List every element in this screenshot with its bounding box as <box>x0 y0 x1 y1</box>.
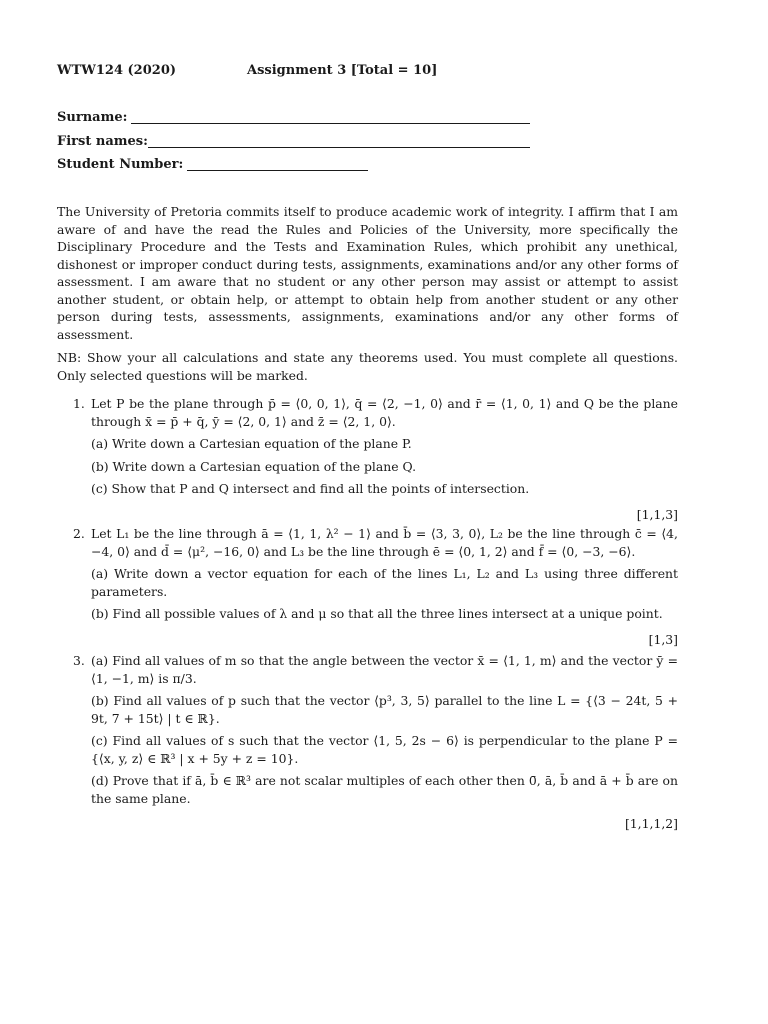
question-marks: [1,1,1,2] <box>624 816 678 831</box>
surname-label: Surname: <box>57 110 128 125</box>
student-number-blank-line <box>187 170 368 171</box>
question-part: (b) Find all possible values of λ and μ so that all the three lines intersect at a unique point. <box>91 606 663 621</box>
question-part: (d) Prove that if ā, b̄ ∈ ℝ³ are not scalar multiples of each other then 0̄, ā, b̄ and ā + b̄ are on the same plane. <box>91 773 678 806</box>
surname-field <box>57 109 127 127</box>
question-part: (c) Find all values of s such that the vector ⟨1, 5, 2s − 6⟩ is perpendicular to the plane P = {⟨x, y, z⟩ ∈ ℝ³ | x + 5y + z = 10}. <box>91 733 678 766</box>
question-part: (c) Show that P and Q intersect and find all the points of intersection. <box>91 481 530 496</box>
integrity-statement: The University of Pretoria commits itself to produce academic work of integrity. I affirm that I am aware of and have the read the Rules and Policies of the University, more specifically the Disciplinary Procedure and the Tests and Examination Rules, which prohibit any unethical, dishonest or improper conduct during tests, assignments, examinations and/or any other forms of assessment. I am aware that no student or any other person may assist or attempt to assist another student, or obtain help, or attempt to obtain help from another student or any other person during tests, assessments, assignments, examinations and/or any other forms of assessment. <box>57 204 678 342</box>
surname-blank-line <box>131 123 530 124</box>
question-marks: [1,1,3] <box>636 506 678 522</box>
question-3 <box>57 652 678 833</box>
course-code: WTW124 (2020) <box>57 63 177 78</box>
question-2 <box>57 525 678 648</box>
question-marks: [1,3] <box>648 631 678 647</box>
first-names-label: First names: <box>57 134 148 149</box>
question-stem: Let P be the plane through p̄ = ⟨0, 0, 1⟩, q̄ = ⟨2, −1, 0⟩ and r̄ = ⟨1, 0, 1⟩ and Q be the plane through x̄ = p̄ + q̄, ȳ = ⟨2, 0, 1⟩ and z̄ = ⟨2, 1, 0⟩. <box>91 396 678 429</box>
nb-instructions: NB: Show your all calculations and state any theorems used. You must complete all questions. Only selected questions will be marked. <box>57 350 678 383</box>
question-number: 1. <box>73 396 85 411</box>
question-part: (b) Find all values of p such that the vector ⟨p³, 3, 5⟩ parallel to the line L = {⟨3 − 24t, 5 + 9t, 7 + 15t⟩ | t ∈ ℝ}. <box>91 693 678 726</box>
question-part: (a) Write down a Cartesian equation of the plane P. <box>91 436 412 451</box>
question-number: 2. <box>73 526 85 541</box>
assignment-title: Assignment 3 [Total = 10] <box>247 63 438 78</box>
question-part: (a) Write down a vector equation for each of the lines L₁, L₂ and L₃ using three different parameters. <box>91 566 678 599</box>
question-part: (a) Find all values of m so that the angle between the vector x̄ = ⟨1, 1, m⟩ and the vector ȳ = ⟨1, −1, m⟩ is π/3. <box>91 653 678 686</box>
student-number-field <box>57 156 183 174</box>
first-names-blank-line <box>148 147 530 148</box>
first-names-field <box>57 133 148 151</box>
question-part: (b) Write down a Cartesian equation of the plane Q. <box>91 458 417 474</box>
question-number: 3. <box>73 653 85 668</box>
question-stem: Let L₁ be the line through ā = ⟨1, 1, λ² − 1⟩ and b̄ = ⟨3, 3, 0⟩, L₂ be the line through c̄ = ⟨4, −4, 0⟩ and d̄ = ⟨μ², −16, 0⟩ and L₃ be the line through ē = ⟨0, 1, 2⟩ and f̄ = ⟨0, −3, −6⟩. <box>91 526 678 559</box>
student-number-label: Student Number: <box>57 157 184 172</box>
question-1 <box>57 395 678 523</box>
